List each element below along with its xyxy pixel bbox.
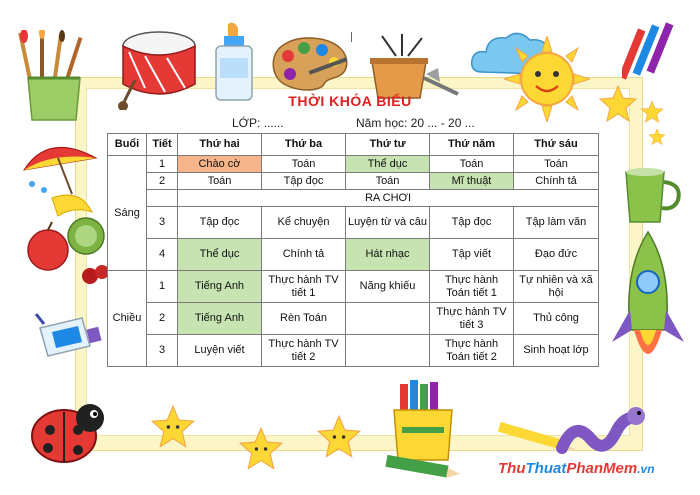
header-wednesday: Thứ tư bbox=[346, 134, 430, 156]
table-cell: Tập đọc bbox=[262, 173, 346, 190]
table-cell: Tập đọc bbox=[178, 207, 262, 239]
watermark-part: PhanMem bbox=[566, 460, 638, 477]
table-cell: Thực hành TV tiết 2 bbox=[262, 335, 346, 367]
header-monday: Thứ hai bbox=[178, 134, 262, 156]
pencil-icon bbox=[376, 452, 460, 482]
watermark-part: .vn bbox=[637, 462, 655, 476]
header-session: Buổi bbox=[108, 134, 147, 156]
ladybug-icon bbox=[18, 396, 114, 468]
session-morning: Sáng bbox=[108, 156, 147, 271]
period-cell: 4 bbox=[147, 239, 178, 271]
whisk-pot-icon bbox=[366, 32, 462, 102]
period-cell: 1 bbox=[147, 156, 178, 173]
timetable bbox=[107, 133, 599, 367]
table-cell: Kể chuyện bbox=[262, 207, 346, 239]
paint-palette-icon bbox=[268, 36, 350, 92]
table-cell: Thủ công bbox=[514, 303, 599, 335]
table-cell: Tự nhiên và xã hội bbox=[514, 271, 599, 303]
break-empty-cell bbox=[147, 190, 178, 207]
table-cell: Tiếng Anh bbox=[178, 271, 262, 303]
crayon-box-icon bbox=[392, 380, 456, 462]
table-cell: Luyện viết bbox=[178, 335, 262, 367]
header-tuesday: Thứ ba bbox=[262, 134, 346, 156]
table-row bbox=[108, 156, 599, 173]
crayons-icon bbox=[622, 22, 678, 92]
rocket-icon bbox=[610, 230, 686, 380]
table-cell: Toán bbox=[262, 156, 346, 173]
header-thursday: Thứ năm bbox=[430, 134, 514, 156]
class-label: LỚP: ...... bbox=[232, 116, 284, 130]
umbrella-icon bbox=[18, 136, 102, 196]
table-cell: Thực hành TV tiết 1 bbox=[262, 271, 346, 303]
glue-bottle-icon bbox=[208, 22, 260, 102]
break-cell: RA CHƠI bbox=[178, 190, 599, 207]
table-row bbox=[108, 239, 599, 271]
paint-tube-icon bbox=[34, 308, 106, 368]
school-year-label: Năm học: 20 ... - 20 ... bbox=[356, 116, 475, 130]
table-cell: Chào cờ bbox=[178, 156, 262, 173]
star-icon bbox=[316, 414, 362, 460]
table-cell: Hát nhạc bbox=[346, 239, 430, 271]
table-cell: Tập làm văn bbox=[514, 207, 599, 239]
text-cursor bbox=[351, 32, 352, 42]
table-row bbox=[108, 335, 599, 367]
table-cell: Đạo đức bbox=[514, 239, 599, 271]
page-title: THỜI KHÓA BIỂU bbox=[288, 93, 412, 109]
table-row bbox=[108, 173, 599, 190]
table-header-row bbox=[108, 134, 599, 156]
header-period: Tiết bbox=[147, 134, 178, 156]
period-cell: 1 bbox=[147, 271, 178, 303]
watermark-part: Thuat bbox=[525, 460, 567, 477]
period-cell: 2 bbox=[147, 303, 178, 335]
table-row bbox=[108, 207, 599, 239]
table-cell: Rèn Toán bbox=[262, 303, 346, 335]
break-row bbox=[108, 190, 599, 207]
table-cell: Thể dục bbox=[178, 239, 262, 271]
table-cell: Tiếng Anh bbox=[178, 303, 262, 335]
table-cell: Mĩ thuật bbox=[430, 173, 514, 190]
table-cell bbox=[346, 303, 430, 335]
table-cell bbox=[346, 335, 430, 367]
table-cell: Năng khiếu bbox=[346, 271, 430, 303]
table-cell: Tập đọc bbox=[430, 207, 514, 239]
worm-icon bbox=[556, 398, 646, 462]
site-watermark bbox=[498, 460, 655, 477]
table-cell: Toán bbox=[178, 173, 262, 190]
table-cell: Luyện từ và câu bbox=[346, 207, 430, 239]
table-cell: Chính tả bbox=[262, 239, 346, 271]
table-cell: Thực hành TV tiết 3 bbox=[430, 303, 514, 335]
table-cell: Toán bbox=[430, 156, 514, 173]
star-icon bbox=[648, 128, 666, 146]
table-row bbox=[108, 271, 599, 303]
table-cell: Thực hành Toán tiết 1 bbox=[430, 271, 514, 303]
sun-icon bbox=[504, 36, 590, 122]
period-cell: 2 bbox=[147, 173, 178, 190]
header-friday: Thứ sáu bbox=[514, 134, 599, 156]
session-afternoon: Chiều bbox=[108, 271, 147, 367]
star-icon bbox=[150, 404, 196, 450]
table-cell: Chính tả bbox=[514, 173, 599, 190]
period-cell: 3 bbox=[147, 207, 178, 239]
cup-icon bbox=[616, 166, 688, 228]
table-cell: Thực hành Toán tiết 2 bbox=[430, 335, 514, 367]
table-cell: Toán bbox=[346, 173, 430, 190]
table-cell: Sinh hoạt lớp bbox=[514, 335, 599, 367]
star-icon bbox=[238, 426, 284, 472]
table-cell: Thể dục bbox=[346, 156, 430, 173]
table-cell: Toán bbox=[514, 156, 599, 173]
table-cell: Tập viết bbox=[430, 239, 514, 271]
table-row bbox=[108, 303, 599, 335]
watermark-part: Thu bbox=[498, 460, 526, 477]
fruit-icon bbox=[22, 192, 108, 288]
period-cell: 3 bbox=[147, 335, 178, 367]
